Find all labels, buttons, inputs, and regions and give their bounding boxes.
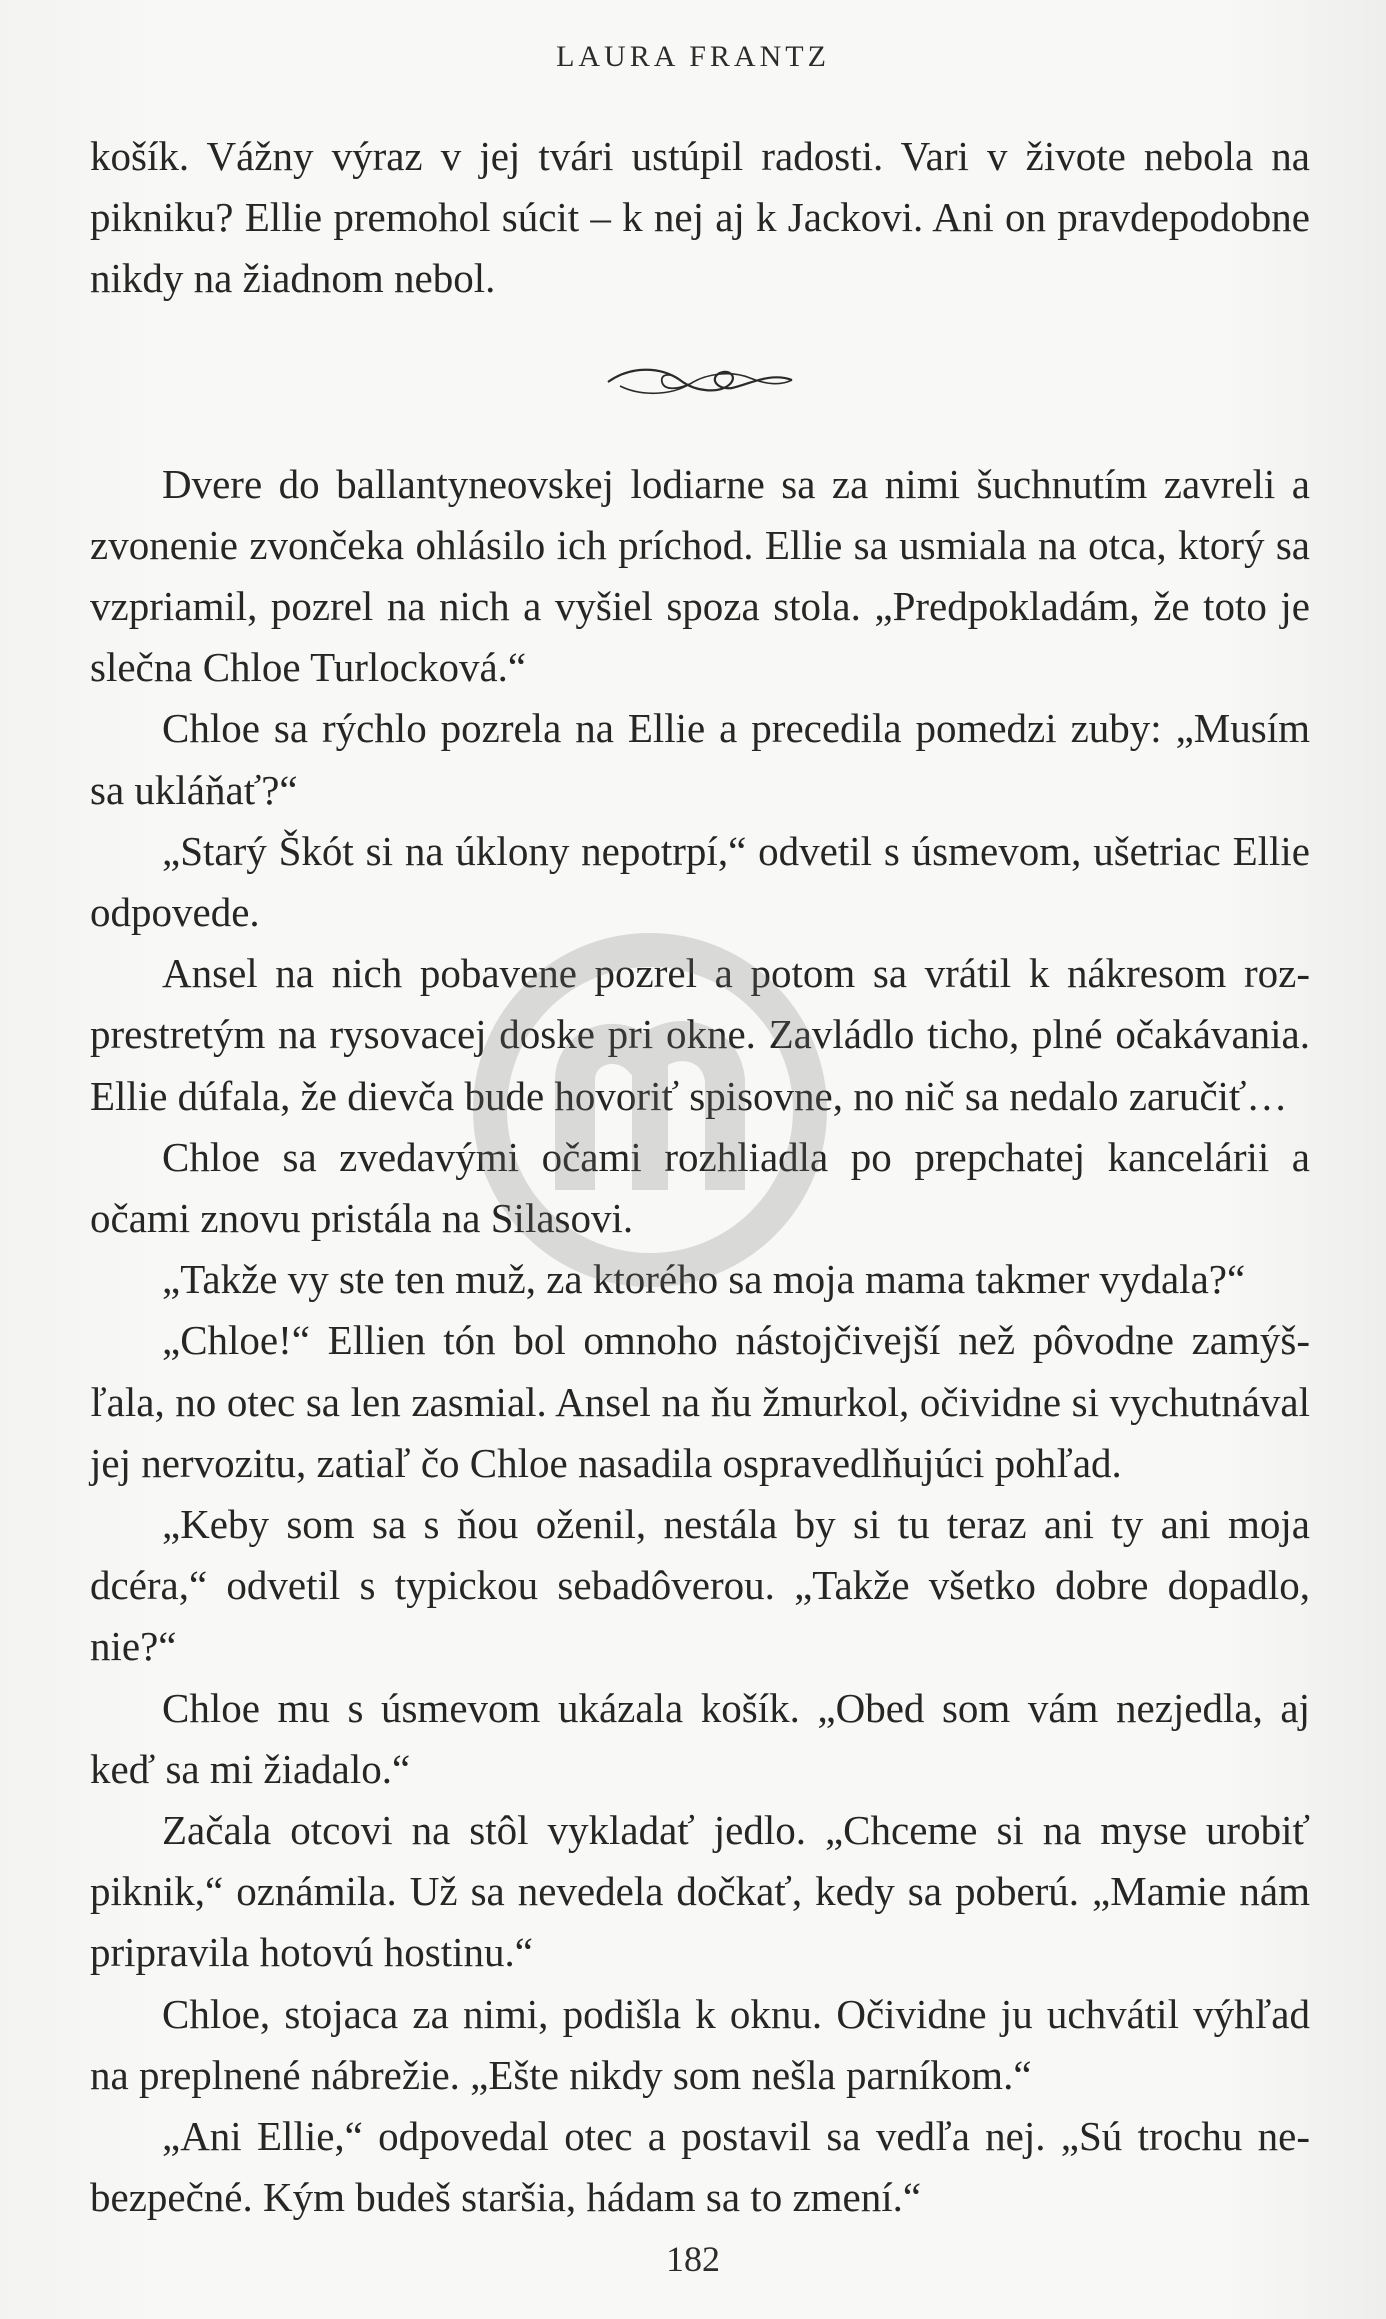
paragraph-3: Chloe sa rýchlo pozrela na Ellie a precedila pomedzi zuby: „Musím sa ukláňať?“ (90, 705, 1310, 813)
paragraph-13: „Ani Ellie,“ odpovedal otec a postavil sa vedľa nej. „Sú trochu nebezpečné. Kým budeš staršia, hádam sa to zmení.“ (90, 2113, 1310, 2221)
paragraph-8: „Chloe!“ Ellien tón bol omnoho nástojčivejší než pôvodne zamýšľala, no otec sa len zasmial. Ansel na ňu žmurkol, očividne si vychutnával jej nervozitu, zatiaľ čo Chloe nasadila ospravedlňujúci pohľad. (90, 1317, 1310, 1486)
paragraph-11: Začala otcovi na stôl vykladať jedlo. „Chceme si na myse urobiť piknik,“ oznámila. Už sa nevedela dočkať, kedy sa poberú. „Mamie nám pripravila hotovú hostinu.“ (90, 1807, 1310, 1976)
paragraph-1: košík. Vážny výraz v jej tvári ustúpil radosti. Vari v živote nebola na pikniku? Ellie premohol súcit – k nej aj k Jackovi. Ani on pravdepodobne nikdy na žiadnom nebol. (90, 133, 1310, 302)
paragraph-7: „Takže vy ste ten muž, za ktorého sa moja mama takmer vydala?“ (162, 1256, 1246, 1303)
section-break (90, 310, 1310, 454)
paragraph-4: „Starý Škót si na úklony nepotrpí,“ odvetil s úsmevom, ušetriac Ellie odpovede. (90, 827, 1310, 936)
paragraph-12: Chloe, stojaca za nimi, podišla k oknu. Očividne ju uchvátil výhľad na preplnené nábrežie. „Ešte nikdy som nešla parníkom.“ (90, 1990, 1310, 2098)
paragraph-5: Ansel na nich pobavene pozrel a potom sa vrátil k nákresom rozprestretým na rysovacej doske pri okne. Zavládlo ticho, plné očakávania. Ellie dúfala, že dievča bude hovoriť spisovne, no nič sa nedalo zaručiť… (90, 950, 1310, 1119)
flourish-ornament-icon (600, 362, 800, 402)
body-text (90, 126, 1310, 2229)
paragraph-10: Chloe mu s úsmevom ukázala košík. „Obed som vám nezjedla, aj keď sa mi žiadalo.“ (90, 1684, 1310, 1792)
paragraph-2: Dvere do ballantyneovskej lodiarne sa za nimi šuchnutím zavreli a zvonenie zvončeka ohlásilo ich príchod. Ellie sa usmiala na otca, ktorý sa vzpriamil, pozrel na nich a vyšiel spoza stola. „Predpokladám, že toto je slečna Chloe Turlocková.“ (90, 460, 1310, 691)
paragraph-9: „Keby som sa s ňou oženil, nestála by si tu teraz ani ty ani moja dcéra,“ odvetil s typickou sebadôverou. „Takže všetko dobre dopadlo, nie?“ (90, 1501, 1310, 1670)
paragraph-6: Chloe sa zvedavými očami rozhliadla po prepchatej kancelárii a očami znovu pristála na Silasovi. (90, 1133, 1310, 1242)
page-number: 182 (666, 2239, 720, 2279)
running-head-author: LAURA FRANTZ (556, 40, 830, 73)
